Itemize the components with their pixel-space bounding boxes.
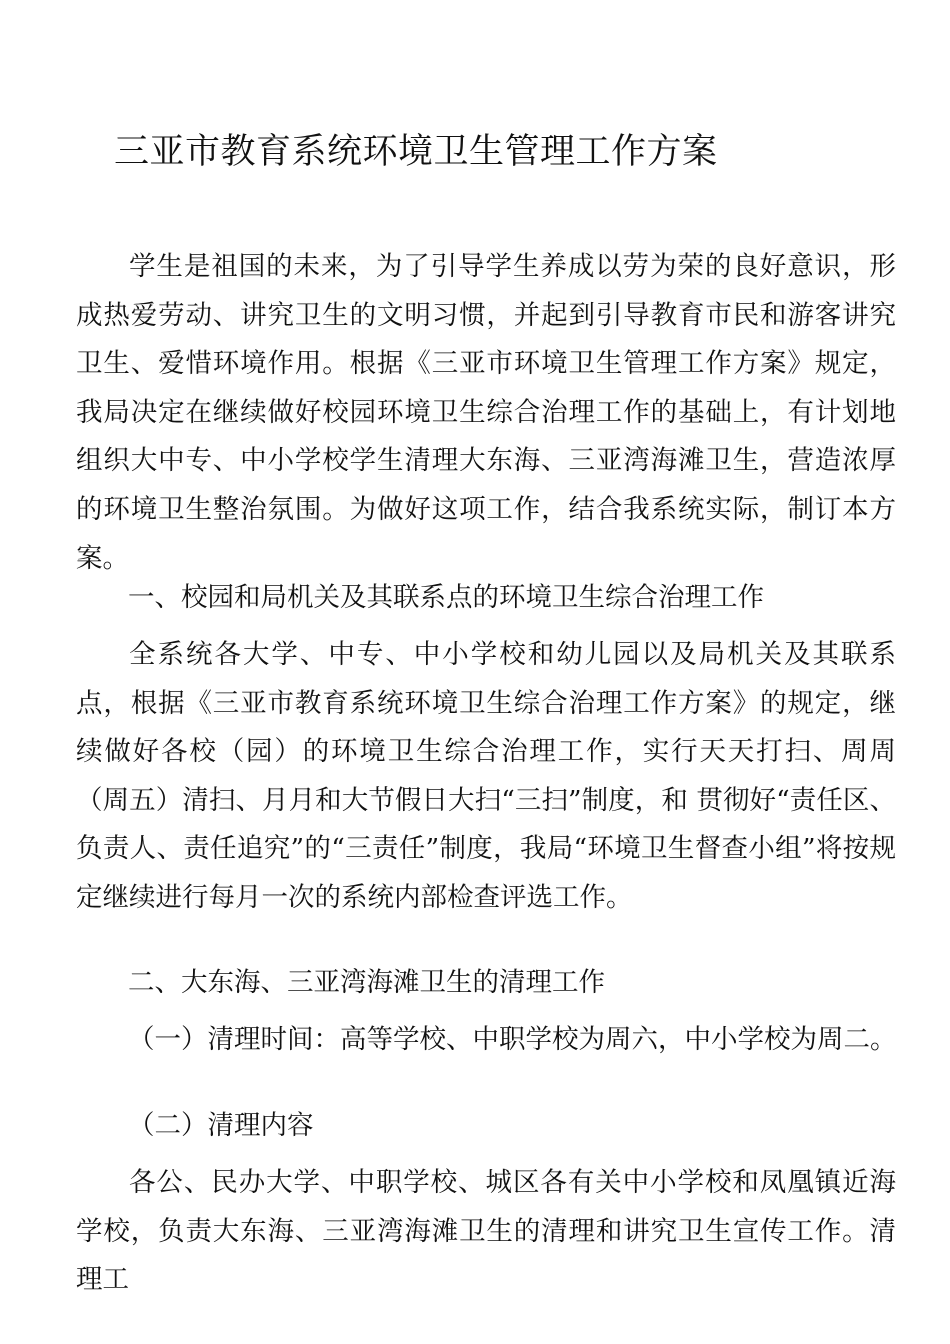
intro-paragraph: 学生是祖国的未来，为了引导学生养成以劳为荣的良好意识，形成热爱劳动、讲究卫生的文明习惯，并起到引导教育市民和游客讲究卫生、爱惜环境作用。根据《三亚市环境卫生管理工作方案》规定，我局决定在继续做好校园环境卫生综合治理工作的基础上，有计划地组织大中专、中小学校学生清理大东海、三亚湾海滩卫生，营造浓厚的环境卫生整治氛围。为做好这项工作，结合我系统实际，制订本方案。 <box>76 251 896 574</box>
document-title: 三亚市教育系统环境卫生管理工作方案 <box>114 132 718 172</box>
section-2-item-1: （一）清理时间：高等学校、中职学校为周六，中小学校为周二。 <box>128 1024 897 1055</box>
section-1-heading: 一、校园和局机关及其联系点的环境卫生综合治理工作 <box>128 582 764 613</box>
section-1-paragraph: 全系统各大学、中专、中小学校和幼儿园以及局机关及其联系点，根据《三亚市教育系统环境卫生综合治理工作方案》的规定，继续做好各校（园）的环境卫生综合治理工作，实行天天打扫、周周（周五）清扫、月月和大节假日大扫“三扫”制度，和 贯彻好“责任区、负责人、责任追究”的“三责任”制度，我局“环境卫生督查小组”将按规定继续进行每月一次的系统内部检查评选工作。 <box>76 639 896 913</box>
section-2-item-2-paragraph: 各公、民办大学、中职学校、城区各有关中小学校和凤凰镇近海学校，负责大东海、三亚湾海滩卫生的清理和讲究卫生宣传工作。清理工 <box>76 1167 896 1296</box>
section-2-item-2-heading: （二）清理内容 <box>128 1110 314 1141</box>
section-2-heading: 二、大东海、三亚湾海滩卫生的清理工作 <box>128 967 605 998</box>
